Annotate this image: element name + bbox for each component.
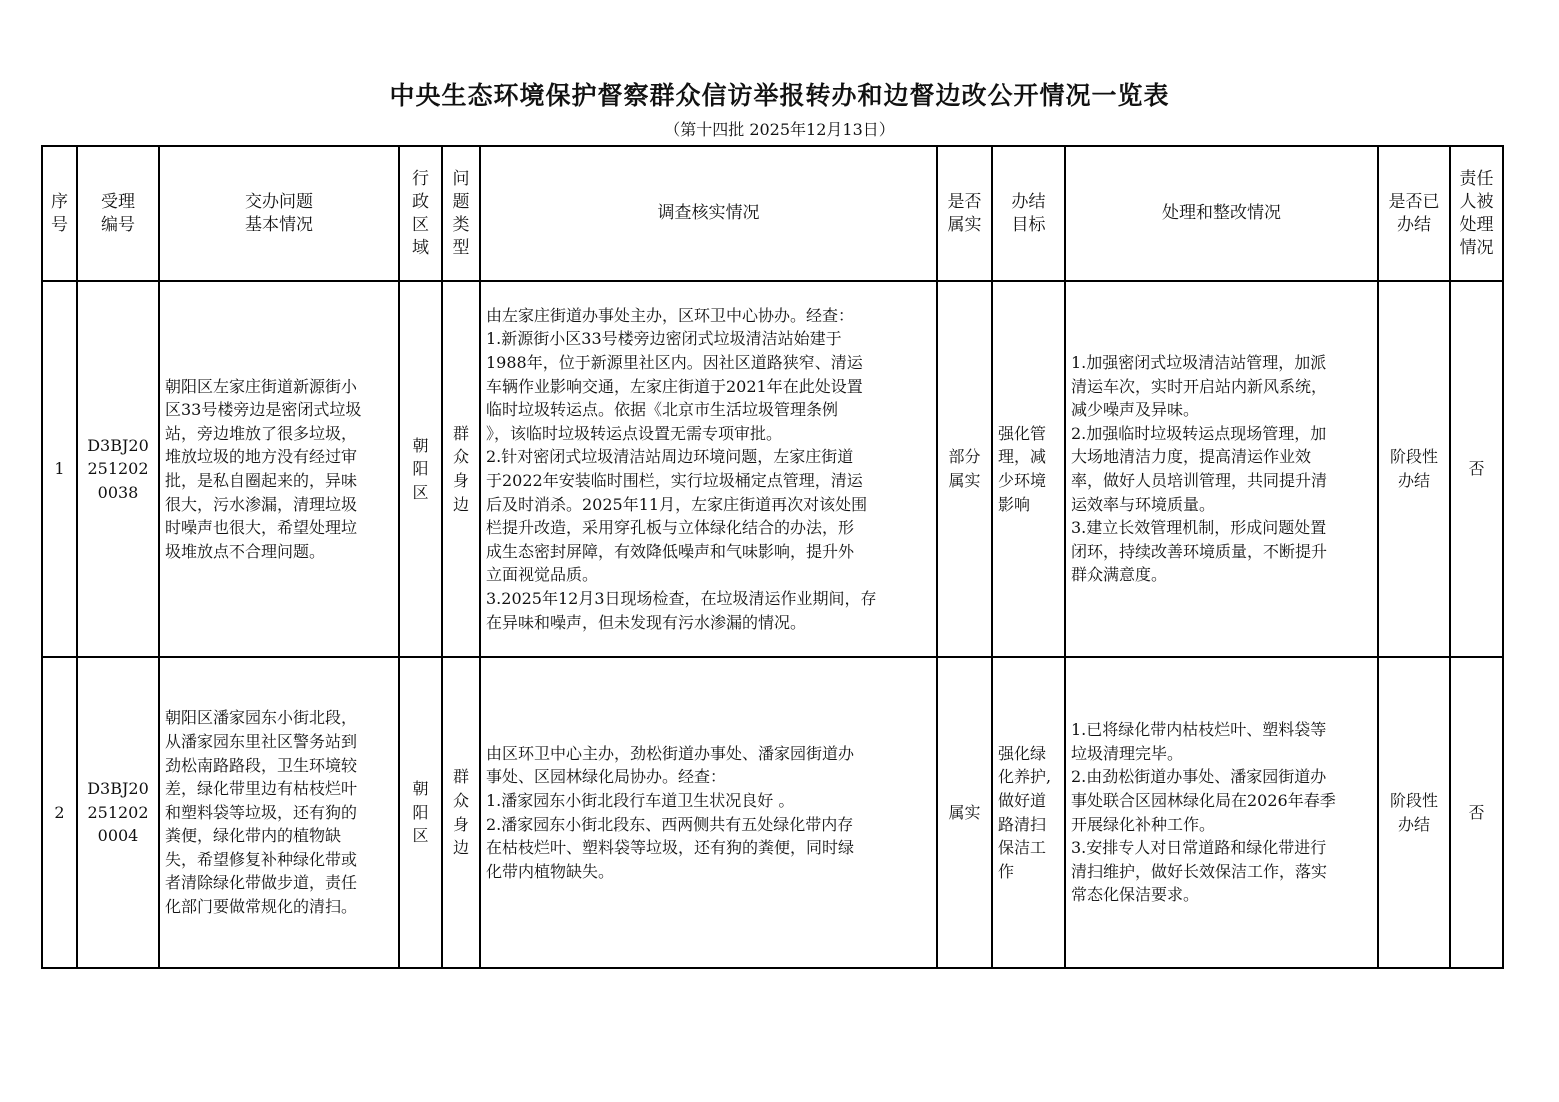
header-line: 调查核实情况 bbox=[657, 203, 760, 223]
cell-line: 2.由劲松街道办事处、潘家园街道办 bbox=[1071, 767, 1327, 787]
cell-district bbox=[399, 657, 442, 968]
cell-line: 边 bbox=[452, 494, 469, 514]
cell-type bbox=[442, 657, 480, 968]
cell-line: 区 bbox=[412, 826, 429, 846]
header-line: 号 bbox=[51, 214, 68, 235]
cell-line: 1.新源街小区33号楼旁边密闭式垃圾清洁站始建于 bbox=[486, 329, 842, 349]
cell-line: 后及时消杀。2025年11月，左家庄街道再次对该处围 bbox=[486, 494, 868, 514]
cell-line: 身 bbox=[452, 814, 469, 834]
table-row bbox=[42, 281, 1503, 657]
header-line: 序 bbox=[51, 191, 68, 212]
cell-line: 部分 bbox=[948, 447, 981, 467]
cell-line: 强化管 bbox=[998, 423, 1047, 443]
cell-line: 减少噪声及异味。 bbox=[1071, 400, 1200, 420]
cell-line: 化养护, bbox=[998, 767, 1052, 787]
col-header-closed bbox=[1378, 146, 1450, 281]
cell-line: 1.潘家园东小街北段行车道卫生状况良好 。 bbox=[486, 790, 795, 810]
cell-line: 3.安排专人对日常道路和绿化带进行 bbox=[1071, 838, 1327, 858]
col-header-handling bbox=[1065, 146, 1378, 281]
cell-no: 2 bbox=[42, 657, 77, 968]
cell-line: 由左家庄街道办事处主办，区环卫中心协办。经查： bbox=[486, 305, 855, 325]
cell-line: 朝 bbox=[412, 779, 429, 799]
cell-line: 3.建立长效管理机制，形成问题处置 bbox=[1071, 518, 1327, 538]
cell-accountability: 否 bbox=[1450, 281, 1503, 657]
cell-verified bbox=[937, 657, 992, 968]
cell-line: 运效率与环境质量。 bbox=[1071, 494, 1216, 514]
cell-line: 区 bbox=[412, 482, 429, 502]
cell-line: 化带内植物缺失。 bbox=[486, 861, 615, 881]
disclosure-table bbox=[41, 145, 1504, 969]
cell-district bbox=[399, 281, 442, 657]
cell-line: 栏提升改造，采用穿孔板与立体绿化结合的办法，形 bbox=[486, 518, 855, 538]
col-header-issue bbox=[159, 146, 399, 281]
header-line: 办结 bbox=[1011, 191, 1046, 212]
cell-accountability: 否 bbox=[1450, 657, 1503, 968]
cell-line: 3.2025年12月3日现场检查，在垃圾清运作业期间，存 bbox=[486, 588, 877, 608]
cell-line: 251202 bbox=[87, 459, 149, 479]
col-header-goal bbox=[992, 146, 1065, 281]
cell-line: 闭环，持续改善环境质量，不断提升 bbox=[1071, 541, 1328, 561]
cell-line: 作 bbox=[998, 861, 1015, 881]
cell-goal bbox=[992, 657, 1065, 968]
header-line: 基本情况 bbox=[245, 214, 313, 235]
header-line: 目标 bbox=[1011, 214, 1046, 235]
cell-line: 清扫维护，做好长效保洁工作，落实 bbox=[1071, 861, 1328, 881]
cell-type bbox=[442, 281, 480, 657]
col-header-type bbox=[442, 146, 480, 281]
col-header-accountability bbox=[1450, 146, 1503, 281]
col-header-district bbox=[399, 146, 442, 281]
cell-line: 251202 bbox=[87, 802, 149, 822]
cell-id bbox=[77, 281, 159, 657]
cell-line: 朝阳区潘家园东小街北段， bbox=[165, 708, 358, 728]
cell-line: 失，希望修复补种绿化带或 bbox=[165, 849, 358, 869]
cell-line: 车辆作业影响交通，左家庄街道于2021年在此处设置 bbox=[486, 376, 863, 396]
cell-line: 身 bbox=[452, 471, 469, 490]
cell-investigation bbox=[480, 657, 937, 968]
cell-line: 堆放垃圾的地方没有经过审 bbox=[165, 447, 358, 467]
cell-investigation bbox=[480, 281, 937, 657]
cell-line: 劲松南路路段，卫生环境较 bbox=[165, 755, 358, 775]
cell-line: 影响 bbox=[998, 494, 1031, 514]
table-row bbox=[42, 657, 1503, 968]
cell-line: 批，是私自圈起来的，异味 bbox=[165, 471, 358, 490]
cell-line: 保洁工 bbox=[998, 838, 1047, 858]
cell-line: 大场地清洁力度，提高清运作业效 bbox=[1071, 447, 1312, 467]
cell-line: 阶段性 bbox=[1389, 790, 1438, 810]
header-line: 人被 bbox=[1459, 191, 1494, 212]
cell-verified bbox=[937, 281, 992, 657]
cell-line: 化部门要做常规化的清扫。 bbox=[165, 897, 358, 917]
cell-line: 》，该临时垃圾转运点设置无需专项审批。 bbox=[486, 423, 783, 443]
cell-line: 垃圾清理完毕。 bbox=[1071, 743, 1184, 763]
cell-line: 阶段性 bbox=[1389, 447, 1438, 467]
cell-line: 开展绿化补种工作。 bbox=[1071, 814, 1216, 834]
cell-line: 清运车次，实时开启站内新风系统， bbox=[1071, 376, 1328, 396]
cell-line: 路清扫 bbox=[998, 814, 1047, 834]
cell-line: 站，旁边堆放了很多垃圾， bbox=[165, 423, 358, 443]
header-line: 政 bbox=[412, 191, 429, 212]
header-line: 情况 bbox=[1459, 237, 1494, 258]
cell-line: 2.加强临时垃圾转运点现场管理，加 bbox=[1071, 423, 1327, 443]
header-line: 属实 bbox=[947, 214, 982, 235]
header-line: 问 bbox=[452, 168, 470, 189]
cell-line: 1.已将绿化带内枯枝烂叶、塑料袋等 bbox=[1071, 720, 1327, 740]
cell-issue bbox=[159, 281, 399, 657]
cell-issue bbox=[159, 657, 399, 968]
cell-line: 边 bbox=[452, 838, 469, 858]
header-line: 交办问题 bbox=[245, 191, 313, 212]
cell-line: 众 bbox=[452, 447, 469, 467]
cell-line: 0038 bbox=[97, 482, 139, 502]
cell-line: 和塑料袋等垃圾，还有狗的 bbox=[165, 802, 358, 822]
col-header-investigation bbox=[480, 146, 937, 281]
cell-line: 0004 bbox=[97, 826, 139, 846]
cell-line: 阳 bbox=[412, 802, 429, 822]
cell-line: 强化绿 bbox=[998, 743, 1047, 763]
cell-line: 在异味和噪声，但未发现有污水渗漏的情况。 bbox=[486, 612, 807, 632]
cell-line: 率，做好人员培训管理，共同提升清 bbox=[1071, 471, 1328, 490]
cell-line: 很大，污水渗漏，清理垃圾 bbox=[165, 494, 358, 514]
header-line: 题 bbox=[452, 191, 470, 212]
cell-line: 于2022年安装临时围栏，实行垃圾桶定点管理，清运 bbox=[486, 471, 863, 490]
cell-line: 事处联合区园林绿化局在2026年春季 bbox=[1071, 790, 1336, 810]
cell-line: 少环境 bbox=[998, 471, 1047, 490]
cell-line: 属实 bbox=[948, 471, 981, 490]
document-title: 中央生态环境保护督察群众信访举报转办和边督边改公开情况一览表 bbox=[389, 81, 1170, 110]
header-line: 域 bbox=[412, 237, 429, 258]
col-header-id bbox=[77, 146, 159, 281]
cell-closed bbox=[1378, 657, 1450, 968]
cell-line: 2.潘家园东小街北段东、西两侧共有五处绿化带内存 bbox=[486, 814, 854, 834]
header-row bbox=[42, 146, 1503, 281]
header-line: 是否已 bbox=[1388, 191, 1440, 212]
cell-line: 办结 bbox=[1397, 471, 1430, 490]
header-line: 类 bbox=[452, 214, 470, 235]
cell-line: 2.针对密闭式垃圾清洁站周边环境问题，左家庄街道 bbox=[486, 447, 854, 467]
cell-line: 成生态密封屏障，有效降低噪声和气味影响，提升外 bbox=[486, 541, 855, 561]
header-line: 区 bbox=[412, 214, 429, 235]
cell-line: 差，绿化带里边有枯枝烂叶 bbox=[165, 779, 358, 799]
cell-line: 常态化保洁要求。 bbox=[1071, 885, 1200, 905]
cell-line: 临时垃圾转运点。依据《北京市生活垃圾管理条例 bbox=[486, 400, 839, 420]
header-line: 是否 bbox=[947, 191, 982, 212]
cell-line: 者清除绿化带做步道，责任 bbox=[165, 873, 358, 893]
col-header-no bbox=[42, 146, 77, 281]
cell-line: 朝 bbox=[412, 435, 429, 455]
cell-line: 办结 bbox=[1397, 814, 1430, 834]
cell-no: 1 bbox=[42, 281, 77, 657]
cell-line: 从潘家园东里社区警务站到 bbox=[165, 731, 358, 751]
cell-line: 群 bbox=[452, 767, 469, 787]
cell-line: 粪便，绿化带内的植物缺 bbox=[165, 826, 342, 846]
header-line: 处理和整改情况 bbox=[1162, 203, 1281, 223]
cell-line: 群众满意度。 bbox=[1071, 565, 1168, 585]
header-line: 责任 bbox=[1459, 168, 1494, 189]
document-subtitle: （第十四批 2025年12月13日） bbox=[664, 120, 895, 139]
col-header-verified bbox=[937, 146, 992, 281]
cell-line: 做好道 bbox=[998, 790, 1047, 810]
cell-line: 1.加强密闭式垃圾清洁站管理，加派 bbox=[1071, 353, 1327, 373]
cell-handling bbox=[1065, 657, 1378, 968]
cell-line: 众 bbox=[452, 790, 469, 810]
cell-closed bbox=[1378, 281, 1450, 657]
header-line: 受理 bbox=[101, 191, 135, 212]
header-line: 编号 bbox=[101, 214, 135, 235]
cell-line: 1988年，位于新源里社区内。因社区道路狭窄、清运 bbox=[486, 353, 863, 373]
cell-line: 群 bbox=[452, 423, 469, 443]
cell-goal bbox=[992, 281, 1065, 657]
cell-line: 时噪声也很大，希望处理垃 bbox=[165, 518, 358, 538]
cell-line: 区33号楼旁边是密闭式垃圾 bbox=[165, 400, 362, 420]
cell-line: 在枯枝烂叶、塑料袋等垃圾，还有狗的粪便，同时绿 bbox=[486, 838, 855, 858]
cell-line: 圾堆放点不合理问题。 bbox=[165, 541, 326, 561]
cell-line: 立面视觉品质。 bbox=[486, 565, 599, 585]
cell-line: 阳 bbox=[412, 459, 429, 479]
header-line: 行 bbox=[412, 168, 429, 189]
cell-handling bbox=[1065, 281, 1378, 657]
cell-line: 朝阳区左家庄街道新源街小 bbox=[165, 376, 358, 396]
cell-line: D3BJ20 bbox=[87, 435, 149, 455]
cell-line: 属实 bbox=[948, 802, 981, 822]
header-line: 处理 bbox=[1459, 214, 1494, 235]
cell-line: D3BJ20 bbox=[87, 779, 149, 799]
cell-id bbox=[77, 657, 159, 968]
cell-line: 事处、区园林绿化局协办。经查： bbox=[486, 767, 727, 787]
header-line: 型 bbox=[452, 237, 470, 258]
cell-line: 由区环卫中心主办，劲松街道办事处、潘家园街道办 bbox=[486, 743, 855, 763]
header-line: 办结 bbox=[1397, 214, 1431, 235]
cell-line: 理，减 bbox=[998, 447, 1047, 467]
